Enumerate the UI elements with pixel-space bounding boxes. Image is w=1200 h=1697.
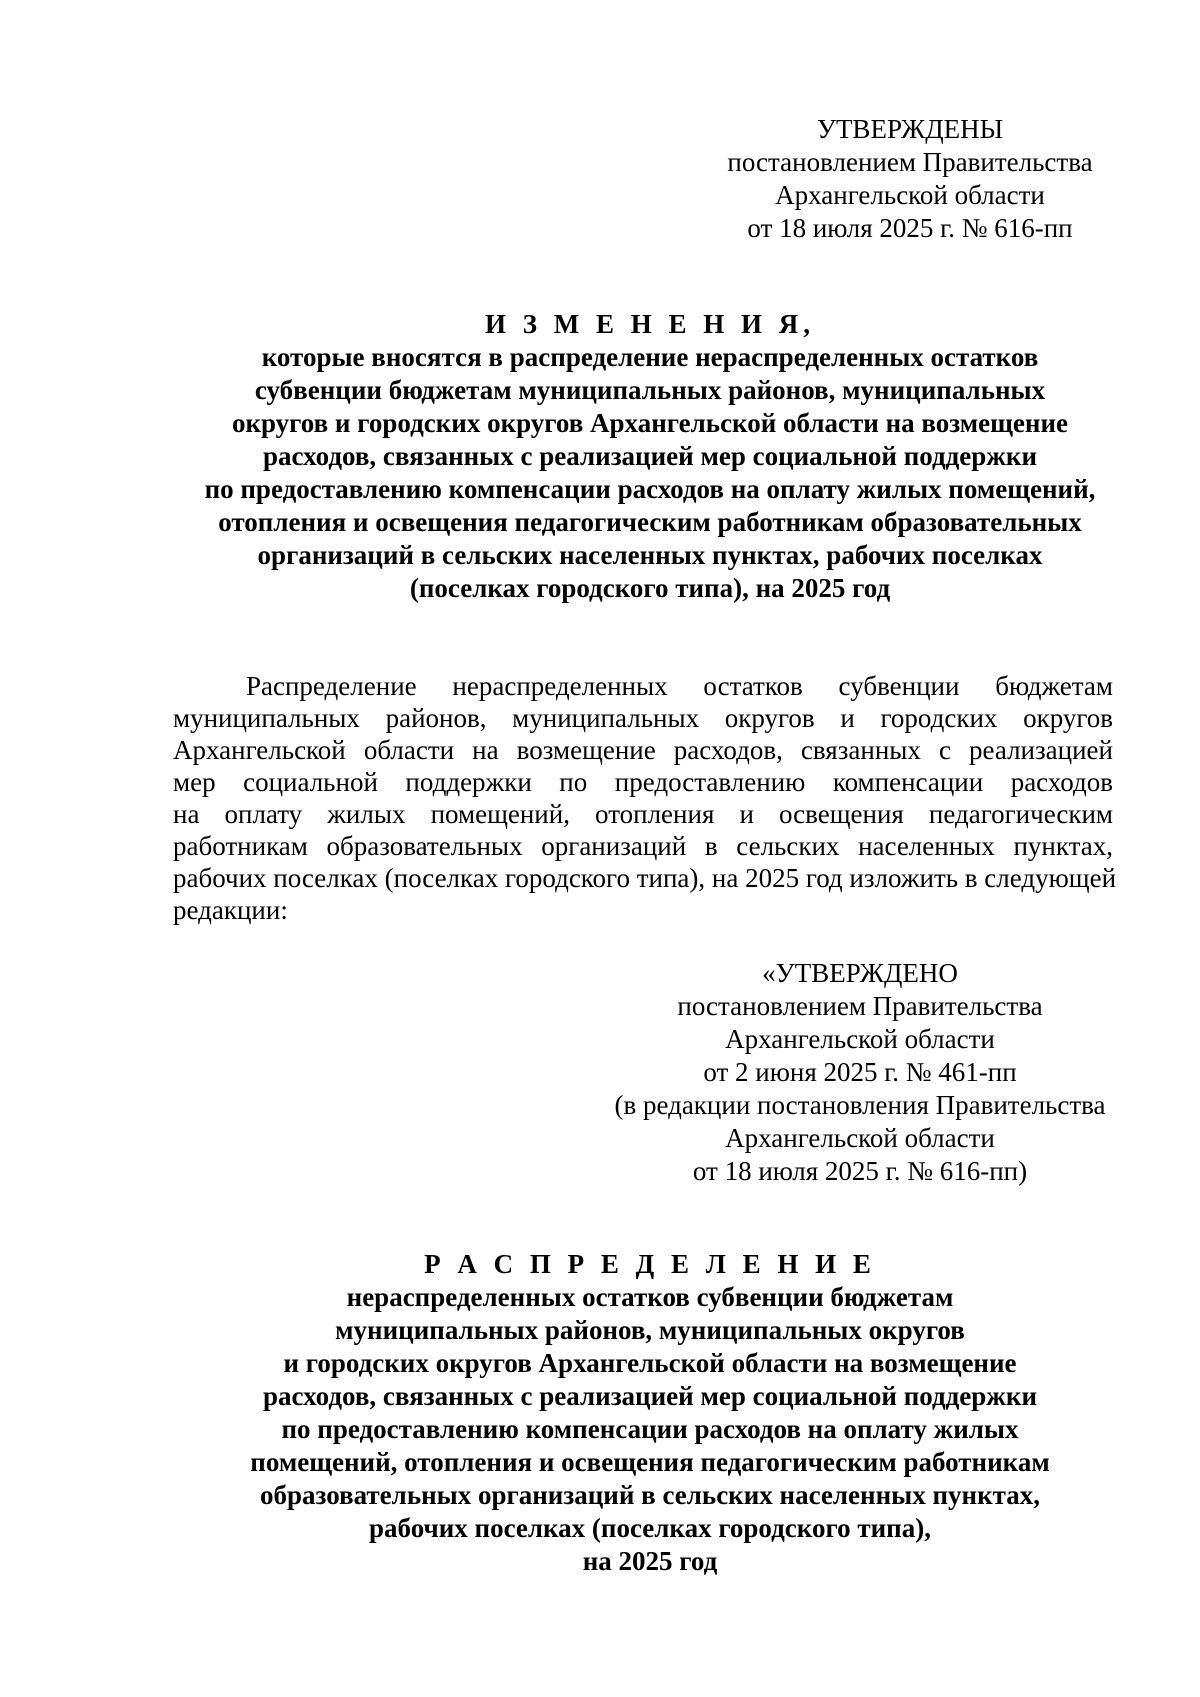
distribution-subtitle-line: муниципальных районов, муниципальных округов [335,1315,965,1345]
approval-title: УТВЕРЖДЕНЫ [816,114,1004,144]
changes-subtitle-line: отопления и освещения педагогическим работникам образовательных [218,507,1082,537]
approval-line: Архангельской области [725,1123,995,1153]
changes-subtitle-line: субвенции бюджетам муниципальных районов, муниципальных [254,375,1046,405]
distribution-subtitle-line: помещений, отопления и освещения педагогическим работникам [250,1447,1050,1477]
distribution-heading [110,1248,1190,1578]
distribution-subtitle-line: на 2025 год [582,1546,718,1576]
distribution-subtitle-line: по предоставлению компенсации расходов на оплату жилых [281,1414,1019,1444]
approval-line: постановлением Правительства [727,147,1093,177]
approval-date-line: от 18 июля 2025 г. № 616-пп) [692,1156,1028,1186]
approval-line: Архангельской области [725,1024,995,1054]
changes-subtitle-line: которые вносятся в распределение нераспределенных остатков [261,342,1039,372]
paragraph-line: на оплату жилых помещений, отопления и освещения педагогическим [173,799,1113,829]
changes-title: И З М Е Н Е Н И Я, [484,309,815,339]
changes-subtitle-line: по предоставлению компенсации расходов на оплату жилых помещений, [204,474,1096,504]
approval-line: постановлением Правительства [677,991,1043,1021]
distribution-title: Р А С П Р Е Д Е Л Е Н И Е [424,1249,876,1279]
changes-subtitle-line: организаций в сельских населенных пунктах, рабочих поселках [257,540,1043,570]
distribution-subtitle-line: и городских округов Архангельской области на возмещение [283,1348,1017,1378]
approval-line: (в редакции постановления Правительства [614,1090,1106,1120]
paragraph-line: Архангельской области на возмещение расходов, связанных с реализацией [173,735,1113,765]
body-paragraph [173,670,1117,926]
paragraph-line: рабочих поселках (поселках городского типа), на 2025 год изложить в следующей [173,863,1117,893]
approval-stamp [700,113,1120,245]
paragraph-line: работникам образовательных организаций в сельских населенных пунктах, [173,831,1113,861]
paragraph-line: мер социальной поддержки по предоставлению компенсации расходов [173,767,1113,797]
approval-title: «УТВЕРЖДЕНО [762,958,958,988]
changes-subtitle-line: (поселках городского типа), на 2025 год [409,573,891,603]
distribution-subtitle-line: нераспределенных остатков субвенции бюджетам [346,1282,954,1312]
changes-subtitle-line: округов и городских округов Архангельской области на возмещение [231,408,1069,438]
changes-subtitle-line: расходов, связанных с реализацией мер социальной поддержки [263,441,1037,471]
paragraph-line: Распределение нераспределенных остатков субвенции бюджетам [246,671,1113,701]
paragraph-line: муниципальных районов, муниципальных округов и городских округов [173,703,1113,733]
quoted-approval-stamp [590,957,1130,1188]
paragraph-line: редакции: [173,895,288,925]
approval-date-line: от 2 июня 2025 г. № 461-пп [703,1057,1017,1087]
distribution-subtitle-line: образовательных организаций в сельских населенных пунктах, [260,1480,1040,1510]
distribution-subtitle-line: расходов, связанных с реализацией мер социальной поддержки [263,1381,1037,1411]
approval-line: Архангельской области [775,180,1045,210]
distribution-subtitle-line: рабочих поселках (поселках городского типа), [369,1513,931,1543]
changes-heading [110,308,1190,605]
approval-date-line: от 18 июля 2025 г. № 616-пп [747,213,1073,243]
